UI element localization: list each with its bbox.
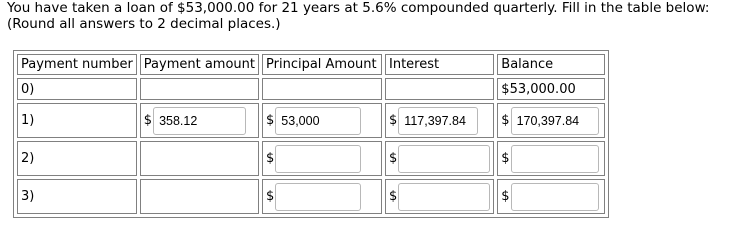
principal-amount-input[interactable]: [275, 183, 361, 211]
interest-input[interactable]: [398, 145, 490, 173]
empty-cell: [140, 141, 259, 176]
currency-symbol: $: [501, 113, 510, 128]
question-line-1: You have taken a loan of $53,000.00 for 21 years at 5.6% compounded quarterly. Fill in the table below:: [7, 0, 710, 16]
balance-cell: $53,000.00: [497, 78, 605, 100]
input-value: 358.12: [159, 113, 198, 128]
empty-cell: [262, 78, 382, 100]
currency-symbol: $: [389, 151, 398, 166]
currency-symbol: $: [389, 113, 398, 128]
header-balance: Balance: [497, 54, 605, 75]
interest-input[interactable]: [398, 107, 478, 135]
table-row: [17, 141, 605, 176]
header-principal-amount: Principal Amount: [262, 54, 382, 75]
balance-input[interactable]: [511, 107, 599, 135]
interest-cell: [385, 103, 494, 138]
currency-symbol: $: [389, 189, 398, 204]
currency-symbol: $: [266, 113, 275, 128]
question-text: [7, 0, 709, 32]
payment-number-cell: 0): [17, 78, 137, 100]
currency-symbol: $: [501, 151, 510, 166]
balance-cell: [497, 179, 605, 214]
principal-amount-input[interactable]: [275, 145, 361, 173]
principal-amount-cell: [262, 103, 382, 138]
balance-input[interactable]: [511, 183, 599, 211]
payment-number-cell: 2): [17, 141, 137, 176]
payment-number-cell: 1): [17, 103, 137, 138]
header-payment-amount: Payment amount: [140, 54, 259, 75]
amortization-table: [13, 50, 609, 218]
input-value: 170,397.84: [516, 113, 580, 128]
payment-amount-input[interactable]: [153, 107, 246, 135]
balance-cell: [497, 103, 605, 138]
header-interest: Interest: [385, 54, 494, 75]
empty-cell: [140, 179, 259, 214]
interest-cell: [385, 141, 494, 176]
principal-amount-cell: [262, 141, 382, 176]
currency-symbol: $: [501, 189, 510, 204]
input-value: 117,397.84: [404, 113, 466, 128]
interest-cell: [385, 179, 494, 214]
table-row: [17, 179, 605, 214]
payment-amount-cell: [140, 103, 259, 138]
empty-cell: [385, 78, 494, 100]
currency-symbol: $: [143, 113, 153, 128]
currency-symbol: $: [266, 151, 275, 166]
table-header-row: [17, 54, 605, 75]
empty-cell: [140, 78, 259, 100]
principal-amount-input[interactable]: [275, 107, 361, 135]
header-payment-number: Payment number: [17, 54, 137, 75]
balance-input[interactable]: [511, 145, 599, 173]
principal-amount-cell: [262, 179, 382, 214]
table-row: [17, 78, 605, 100]
question-line-2: (Round all answers to 2 decimal places.): [7, 16, 281, 32]
interest-input[interactable]: [398, 183, 490, 211]
currency-symbol: $: [266, 189, 275, 204]
balance-cell: [497, 141, 605, 176]
table-row: [17, 103, 605, 138]
payment-number-cell: 3): [17, 179, 137, 214]
input-value: 53,000: [281, 113, 320, 128]
